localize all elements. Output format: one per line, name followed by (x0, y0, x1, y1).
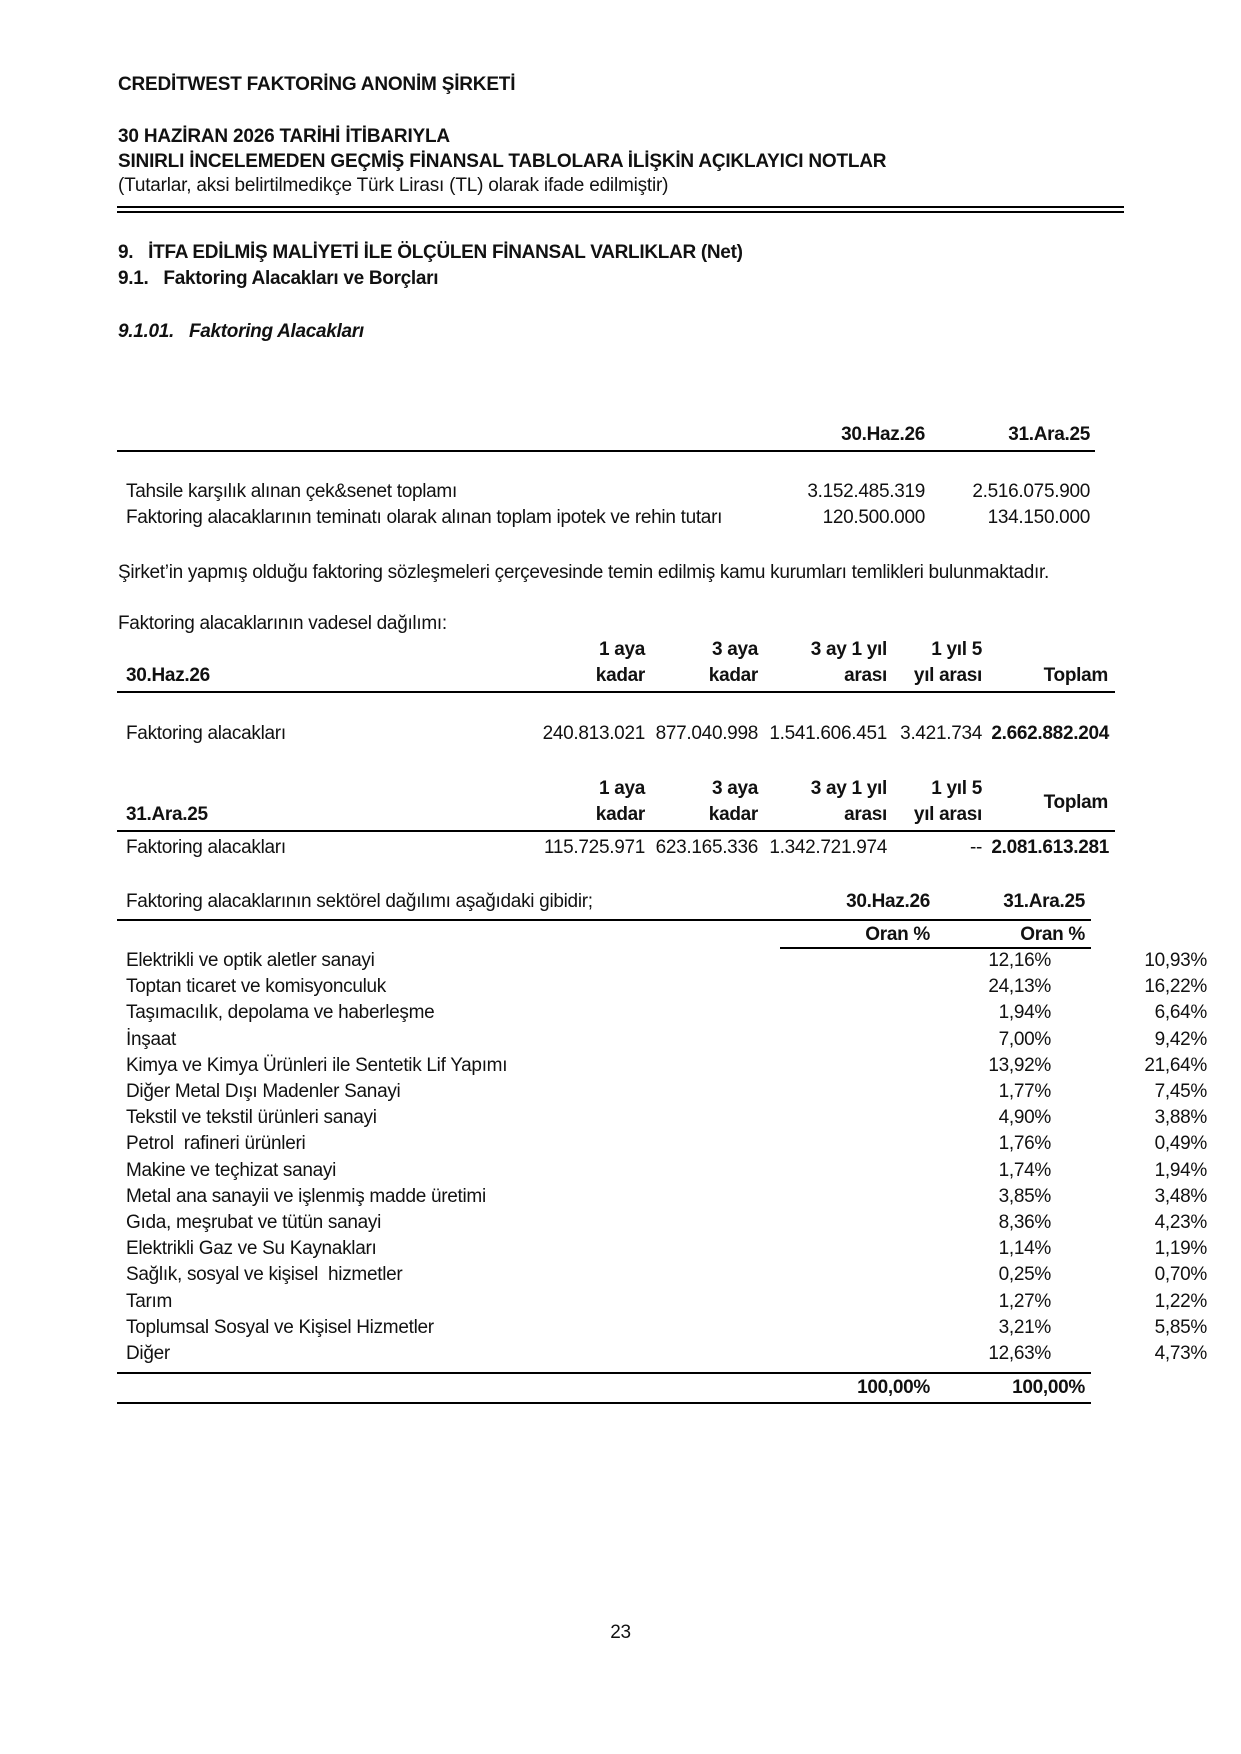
sector-name: Gıda, meşrubat ve tütün sanayi (126, 1211, 382, 1233)
maturity-value-2: 623.165.336 (655, 837, 758, 858)
collateral-row-value: 134.150.000 (987, 507, 1090, 528)
sector-name: Sağlık, sosyal ve kişisel hizmetler (126, 1264, 403, 1286)
table-row (126, 948, 1207, 974)
maturity-col-3-line1: 3 ay 1 yıl (810, 639, 887, 660)
sector-col-header-1: 30.Haz.26 (846, 891, 930, 912)
sector-value-current: 24,13% (988, 976, 1051, 998)
sector-intro: Faktoring alacaklarının sektörel dağılımı aşağıdaki gibidir; (126, 891, 593, 912)
currency-note: (Tutarlar, aksi belirtilmedikçe Türk Lirası (TL) olarak ifade edilmiştir) (118, 175, 669, 196)
sector-name: Petrol rafineri ürünleri (126, 1133, 306, 1155)
header-rule-1 (117, 206, 1124, 208)
sector-value-prior: 3,88% (1154, 1107, 1207, 1129)
sector-value-prior: 0,49% (1154, 1133, 1207, 1155)
table-row (126, 1105, 1207, 1131)
maturity-value-4: -- (969, 837, 982, 858)
maturity-intro: Faktoring alacaklarının vadesel dağılımı: (118, 613, 447, 634)
sector-name: Toplumsal Sosyal ve Kişisel Hizmetler (126, 1316, 434, 1338)
table-row (126, 1079, 1207, 1105)
sector-name: Toptan ticaret ve komisyonculuk (126, 976, 386, 998)
subsection-title: 9.1.01. Faktoring Alacakları (118, 321, 364, 342)
sector-value-current: 1,14% (998, 1238, 1051, 1260)
header-rule-2 (117, 211, 1124, 213)
report-date-line: 30 HAZİRAN 2026 TARİHİ İTİBARIYLA (118, 126, 450, 147)
sector-name: Tarım (126, 1290, 173, 1312)
maturity-col-1-line2: kadar (595, 804, 645, 825)
maturity-col-4-line1: 1 yıl 5 (931, 639, 982, 660)
sector-value-current: 12,16% (988, 950, 1051, 972)
table-row (126, 1000, 1207, 1026)
maturity-col-2-line2: kadar (708, 804, 758, 825)
maturity-value-2: 877.040.998 (655, 723, 758, 744)
maturity-col-1-line1: 1 aya (598, 778, 645, 799)
maturity-col-3-line2: arası (844, 804, 887, 825)
sector-value-prior: 1,94% (1154, 1159, 1207, 1181)
maturity-col-1-line2: kadar (595, 665, 645, 686)
sector-value-current: 1,27% (998, 1290, 1051, 1312)
collateral-col-header-1: 30.Haz.26 (841, 424, 925, 445)
sector-name: Elektrikli Gaz ve Su Kaynakları (126, 1238, 377, 1260)
maturity-header-rule-2 (117, 830, 1115, 832)
sector-name: Diğer (126, 1342, 170, 1364)
maturity-value-1: 115.725.971 (544, 837, 645, 858)
maturity-value-1: 240.813.021 (542, 723, 645, 744)
company-name: CREDİTWEST FAKTORİNG ANONİM ŞİRKETİ (118, 74, 516, 95)
report-title-line: SINIRLI İNCELEMEDEN GEÇMİŞ FİNANSAL TABLOLARA İLİŞKİN AÇIKLAYICI NOTLAR (118, 151, 887, 172)
maturity-header-rule-1 (117, 691, 1115, 693)
sector-value-prior: 5,85% (1154, 1316, 1207, 1338)
sector-value-prior: 4,23% (1154, 1211, 1207, 1233)
table-row (126, 1315, 1207, 1341)
table-row (126, 1158, 1207, 1184)
maturity-col-total: Toplam (1043, 792, 1108, 813)
sector-value-current: 3,21% (998, 1316, 1051, 1338)
sector-value-prior: 1,22% (1154, 1290, 1207, 1312)
sector-value-current: 12,63% (988, 1342, 1051, 1364)
table-row (126, 1236, 1207, 1262)
table-row (126, 1288, 1207, 1314)
sector-value-prior: 6,64% (1154, 1002, 1207, 1024)
table-row (126, 1131, 1207, 1157)
sector-value-current: 7,00% (998, 1028, 1051, 1050)
collateral-header-rule (117, 450, 1095, 452)
sector-total-rule-top (117, 1372, 1091, 1374)
sector-header-rule (117, 919, 1091, 921)
sector-value-current: 1,77% (998, 1081, 1051, 1103)
section-subtitle: 9.1. Faktoring Alacakları ve Borçları (118, 268, 439, 289)
sector-value-current: 1,94% (998, 1002, 1051, 1024)
sector-name: Kimya ve Kimya Ürünleri ile Sentetik Lif Yapımı (126, 1054, 508, 1076)
table-row (126, 1210, 1207, 1236)
collateral-col-header-2: 31.Ara.25 (1008, 424, 1090, 445)
sector-name: Tekstil ve tekstil ürünleri sanayi (126, 1107, 377, 1129)
maturity-period-1: 30.Haz.26 (126, 665, 210, 686)
table-row (126, 1027, 1207, 1053)
sector-name: Elektrikli ve optik aletler sanayi (126, 950, 375, 972)
sector-value-prior: 16,22% (1144, 976, 1207, 998)
maturity-row-label: Faktoring alacakları (126, 723, 286, 744)
sector-name: Diğer Metal Dışı Madenler Sanayi (126, 1081, 401, 1103)
page-number: 23 (610, 1622, 631, 1643)
sector-value-current: 4,90% (998, 1107, 1051, 1129)
table-row (126, 1262, 1207, 1288)
sector-total-rule-bottom (117, 1402, 1091, 1404)
sector-value-prior: 21,64% (1144, 1054, 1207, 1076)
maturity-value-3: 1.541.606.451 (769, 723, 887, 744)
table-row (126, 1053, 1207, 1079)
section-title: 9. İTFA EDİLMİŞ MALİYETİ İLE ÖLÇÜLEN FİNANSAL VARLIKLAR (Net) (118, 242, 743, 263)
maturity-col-total: Toplam (1043, 665, 1108, 686)
maturity-col-2-line1: 3 aya (711, 639, 758, 660)
maturity-row-label: Faktoring alacakları (126, 837, 286, 858)
maturity-col-4-line2: yıl arası (913, 665, 982, 686)
sector-name: Makine ve teçhizat sanayi (126, 1159, 337, 1181)
collateral-row-value: 120.500.000 (822, 507, 925, 528)
sector-subheader-2: Oran % (1020, 924, 1085, 945)
maturity-value-4: 3.421.734 (900, 723, 982, 744)
sector-name: Taşımacılık, depolama ve haberleşme (126, 1002, 435, 1024)
sector-value-prior: 7,45% (1154, 1081, 1207, 1103)
maturity-period-2: 31.Ara.25 (126, 804, 208, 825)
sector-value-prior: 4,73% (1154, 1342, 1207, 1364)
collateral-row-label: Tahsile karşılık alınan çek&senet toplamı (126, 481, 457, 502)
sector-name: Metal ana sanayii ve işlenmiş madde üretimi (126, 1185, 486, 1207)
table-row (126, 1341, 1207, 1367)
maturity-col-3-line1: 3 ay 1 yıl (810, 778, 887, 799)
maturity-col-4-line1: 1 yıl 5 (931, 778, 982, 799)
public-assignment-note: Şirket’in yapmış olduğu faktoring sözleşmeleri çerçevesinde temin edilmiş kamu kurumları temlikleri bulunmaktadır. (118, 562, 1049, 583)
maturity-col-4-line2: yıl arası (913, 804, 982, 825)
sector-value-current: 13,92% (988, 1054, 1051, 1076)
sector-value-prior: 3,48% (1154, 1185, 1207, 1207)
sector-value-current: 1,74% (998, 1159, 1051, 1181)
sector-value-prior: 1,19% (1154, 1238, 1207, 1260)
table-row (126, 974, 1207, 1000)
maturity-col-2-line1: 3 aya (711, 778, 758, 799)
sector-name: İnşaat (126, 1028, 176, 1050)
maturity-col-1-line1: 1 aya (598, 639, 645, 660)
sector-value-current: 0,25% (998, 1264, 1051, 1286)
sector-value-current: 3,85% (998, 1185, 1051, 1207)
collateral-row-value: 2.516.075.900 (972, 481, 1090, 502)
maturity-col-3-line2: arası (844, 665, 887, 686)
sector-table (126, 948, 1207, 1367)
sector-col-header-2: 31.Ara.25 (1003, 891, 1085, 912)
table-row (126, 1184, 1207, 1210)
maturity-total: 2.662.882.204 (991, 723, 1109, 744)
sector-value-prior: 0,70% (1154, 1264, 1207, 1286)
collateral-row-label: Faktoring alacaklarının teminatı olarak alınan toplam ipotek ve rehin tutarı (126, 507, 723, 528)
sector-value-current: 8,36% (998, 1211, 1051, 1233)
sector-value-prior: 9,42% (1154, 1028, 1207, 1050)
collateral-row-value: 3.152.485.319 (807, 481, 925, 502)
sector-value-current: 1,76% (998, 1133, 1051, 1155)
sector-total-current: 100,00% (857, 1377, 930, 1398)
maturity-col-2-line2: kadar (708, 665, 758, 686)
sector-subheader-1: Oran % (865, 924, 930, 945)
maturity-value-3: 1.342.721.974 (769, 837, 887, 858)
sector-total-prior: 100,00% (1012, 1377, 1085, 1398)
maturity-total: 2.081.613.281 (991, 837, 1109, 858)
sector-value-prior: 10,93% (1144, 950, 1207, 972)
